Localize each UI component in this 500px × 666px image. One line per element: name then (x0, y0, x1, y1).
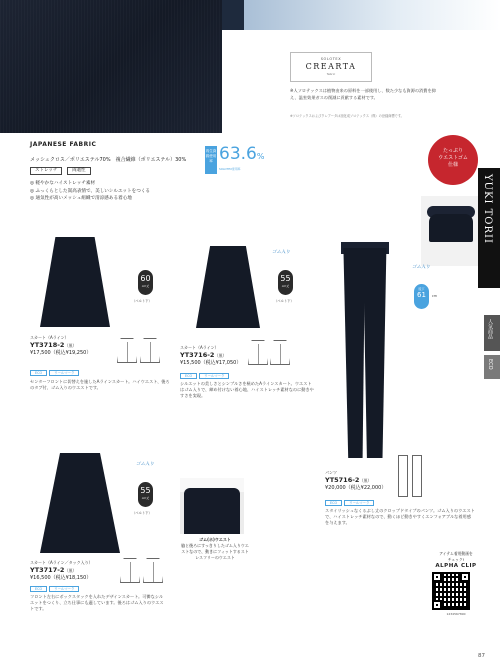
crearta-note: ※ソロテックスおよびクレアータは旭化成ソロテックス（株）の登録商標です。 (290, 114, 404, 118)
qr-code-number: 1234567890 (446, 612, 466, 616)
length-note: （ベルト下） (274, 299, 294, 303)
pants-photo-right-leg (363, 248, 389, 458)
flat-back-yt5716 (412, 455, 422, 497)
recycle-rate-badge (205, 144, 265, 174)
length-badge: 60 cm丈 (138, 270, 153, 295)
skirt-photo-yt3718 (40, 237, 110, 327)
inseam-badge: 股下 61 (414, 284, 429, 309)
crearta-description: ※人ソロテックスは植物由来の原料を一部使用し、数た少なも資源の消費を抑え、温室効果ガスの削減に貢献する素材です。 (290, 88, 436, 100)
eco-tags: ECO ウールマーク (325, 500, 376, 506)
header-bar-dark (222, 0, 244, 30)
product-yt5716: パンツ YT5716-2（黒） ¥20,000（税込¥22,000） (325, 470, 387, 491)
rubber-label: ゴム入り (412, 265, 430, 270)
popular-tab: 人気商品 (484, 315, 500, 351)
page-number: 87 (478, 653, 485, 659)
product-desc: フロント左右にボックスタックを入れたデザインスカート。可憐なシルエットをつくり、立ち仕事にも適しています。後ろはゴム入りのウエストです。 (30, 594, 164, 612)
fabric-features (30, 180, 150, 203)
length-badge: 55 cm丈 (278, 270, 293, 295)
eco-tab: ECO (484, 355, 500, 379)
fabric-swatch-image (0, 0, 222, 133)
recycle-value: 63.6% (219, 144, 265, 164)
feature-item: ◎ 軽やかなハイストレッチ素材 (30, 181, 96, 186)
length-badge: 55 cm丈 (138, 482, 153, 507)
waist-rubber-badge: たっぷり ウエストゴム 仕様 (428, 135, 478, 185)
alpha-clip-label: アイテム着用動画を チェック! ALPHA CLIP (435, 551, 477, 569)
fabric-composition: メッシュクロス／ポリエステル70% 複合繊維（ポリエステル）30% (30, 157, 187, 163)
crearta-logo: CREARTA (305, 62, 357, 71)
feature-item: ◎ ふっくらとした嵩高表情で、美しいシルエットをつくる (30, 188, 151, 194)
tag-both: 両適性 (67, 167, 91, 175)
recycle-label: 再生資源使用率 (205, 146, 217, 174)
flat-front-yt5716 (398, 455, 408, 497)
length-note: （ベルト下） (132, 299, 152, 303)
length-note: （ベルト下） (132, 511, 152, 515)
feature-item: ◎ 通気性が高いメッシュ組織で清涼感ある着心地 (30, 196, 132, 201)
header-bar-gradient (244, 0, 500, 30)
eco-tags: ECO ウールマーク (30, 370, 81, 376)
waist-rubber-photo (180, 478, 244, 534)
rubber-label: ゴム入り (272, 250, 290, 255)
flat-front-yt3716 (248, 340, 268, 365)
crearta-logo-box (290, 52, 372, 82)
product-yt3718: スカート（Aライン） YT3718-2（黒） ¥17,500（税込¥19,250） (30, 335, 92, 356)
waist-detail-photo (421, 196, 479, 266)
eco-tags: ECO ウールマーク (180, 373, 231, 379)
product-yt3716: スカート（Aライン） YT3716-2（黒） ¥15,500（税込¥17,050） (180, 345, 242, 366)
pants-photo-left-leg (341, 248, 365, 458)
qr-code[interactable] (432, 572, 470, 610)
inseam-unit: cm (432, 294, 438, 298)
rubber-label: ゴム入り (136, 462, 154, 467)
product-yt3717: スカート（Aライン／タック入り） YT3717-2（黒） ¥16,500（税込¥18,150） (30, 560, 93, 581)
tag-stretch: ストレッチ (30, 167, 62, 175)
skirt-photo-yt3716 (196, 246, 260, 328)
brand-tab: YUKI TORII (478, 168, 500, 288)
flat-back-yt3716 (270, 340, 290, 365)
recycle-sub: SOLOTEX使用率 (219, 167, 241, 171)
product-desc: センターフロントに切替えを施したAラインスカート。ハイウエスト、後ろのタブ付、ゴム入りのウエストです。 (30, 379, 170, 391)
fabric-tags (30, 167, 94, 175)
crearta-sub: fabric (326, 72, 336, 76)
eco-tags: ECO ウールマーク (30, 586, 81, 592)
product-desc: シルエットの美しさとシンプルさを極めたAラインスカート。ウエストはゴム入りで、締め付けない着心地、ハイストレッチ素材なのに動きやすさを実現。 (180, 381, 314, 399)
skirt-photo-yt3717 (40, 453, 120, 553)
product-desc: スタイリッシュなくるぶし丈のクロップドタイプのパンツ。ゴム入りのウエストで、ハイストレッチ素材なので、動くほど動きやすくエンフォアブルな着用感を与えます。 (325, 508, 475, 526)
fabric-title: JAPANESE FABRIC (30, 141, 97, 148)
waist-rubber-caption: ゴム(ホ)ウエスト 脇と後ろにすっきりしたゴム入りウエストなので、動きにフィットするストレスフリーのウエスト (181, 537, 249, 560)
solotex-label: SOLOTEX (320, 57, 342, 61)
